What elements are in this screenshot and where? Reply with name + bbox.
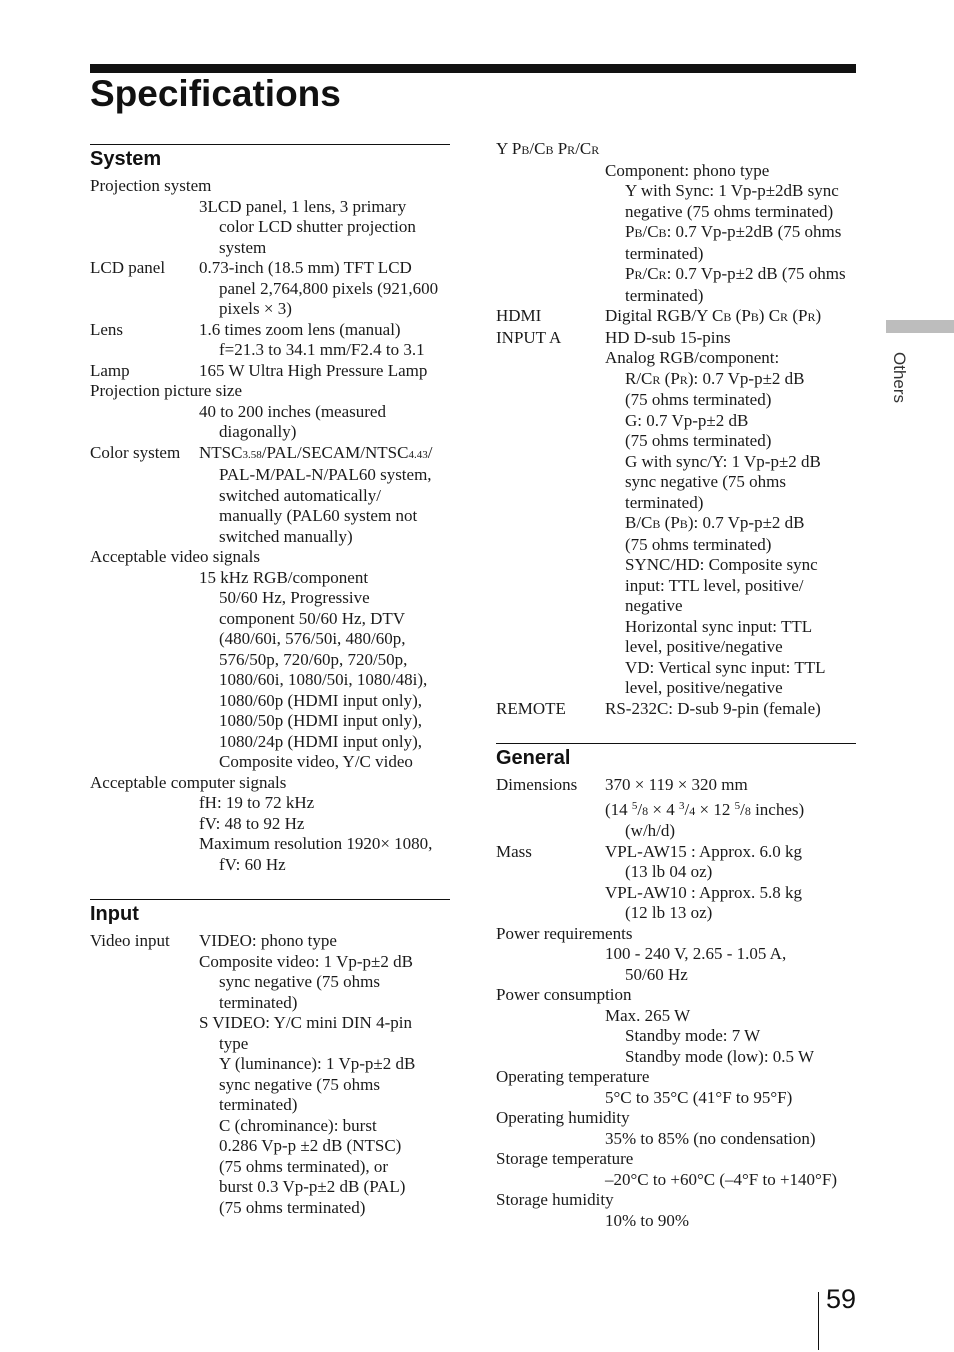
text-run: /C bbox=[575, 139, 592, 158]
spec-line: type bbox=[219, 1033, 249, 1053]
subscript: R bbox=[658, 268, 667, 282]
spec-line: level, positive/negative bbox=[625, 678, 783, 697]
general-heading: General bbox=[496, 747, 571, 769]
spec-line: component 50/60 Hz, DTV bbox=[219, 608, 406, 628]
spec-line: level, positive/negative bbox=[625, 637, 783, 656]
spec-line: VD: Vertical sync input: TTL bbox=[625, 657, 826, 677]
spec-line: Max. 265 W bbox=[605, 1005, 691, 1025]
computer-signals-row bbox=[90, 773, 450, 876]
spec-line: color LCD shutter projection bbox=[219, 217, 416, 236]
subscript: 8 bbox=[744, 803, 751, 818]
subscript: R bbox=[679, 372, 688, 387]
spec-line: Component: phono type bbox=[605, 160, 770, 180]
text-run: Y P bbox=[496, 139, 522, 158]
op-hum-row bbox=[496, 1108, 856, 1149]
input-section bbox=[90, 899, 450, 1218]
text-run: / bbox=[684, 799, 690, 819]
spec-line: 15 kHz RGB/component bbox=[199, 567, 369, 587]
ypbpr-row bbox=[496, 139, 856, 306]
spec-line: manually (PAL60 system not bbox=[219, 506, 418, 525]
lens-row bbox=[90, 320, 450, 361]
subscript: B bbox=[652, 517, 661, 531]
video-input-row bbox=[90, 931, 450, 1218]
spec-line: 1080/24p (HDMI input only), bbox=[219, 731, 423, 751]
op-temp-label: Operating temperature bbox=[496, 1067, 650, 1086]
spec-line: fV: 60 Hz bbox=[219, 854, 286, 874]
picture-size-row bbox=[90, 381, 450, 443]
subscript: R bbox=[807, 310, 816, 324]
spec-line: C (chrominance): burst bbox=[219, 1115, 377, 1135]
spec-line: switched manually) bbox=[219, 526, 353, 546]
op-hum-label: Operating humidity bbox=[496, 1108, 630, 1127]
text-run: /PAL/SECAM/NTSC bbox=[261, 442, 409, 462]
text-run: ) bbox=[815, 306, 822, 325]
projection-system-row bbox=[90, 176, 450, 258]
text-run: /C bbox=[642, 264, 659, 283]
spec-line bbox=[605, 369, 856, 391]
text-run: ): 0.7 Vp-p±2 dB bbox=[687, 513, 805, 532]
subscript: B bbox=[521, 143, 530, 157]
power-req-label: Power requirements bbox=[496, 923, 633, 943]
spec-line: switched automatically/ bbox=[219, 485, 381, 505]
spec-line: SYNC/HD: Composite sync bbox=[625, 555, 818, 574]
spec-line: 3LCD panel, 1 lens, 3 primary bbox=[199, 196, 407, 216]
op-temp-row bbox=[496, 1067, 856, 1108]
spec-line: panel 2,764,800 pixels (921,600 bbox=[219, 278, 439, 298]
spec-line bbox=[605, 306, 856, 328]
lamp-row bbox=[90, 361, 450, 382]
text-run: / bbox=[740, 799, 745, 819]
superscript: 5 bbox=[631, 799, 638, 812]
spec-line: sync negative (75 ohms bbox=[219, 972, 380, 991]
section-rule bbox=[496, 743, 856, 744]
text-run: : 0.7 Vp-p±2dB (75 ohms bbox=[666, 222, 842, 241]
text-run: B/C bbox=[625, 513, 653, 532]
subscript: B bbox=[750, 310, 759, 324]
text-run: NTSC bbox=[199, 442, 243, 462]
spec-line: (75 ohms terminated) bbox=[625, 390, 772, 409]
spec-line: G: 0.7 Vp-p±2 dB bbox=[625, 410, 749, 430]
text-run: (P bbox=[731, 306, 751, 325]
hdmi-row bbox=[496, 306, 856, 328]
st-temp-row bbox=[496, 1149, 856, 1190]
spec-line: terminated) bbox=[219, 992, 298, 1012]
spec-line: 100 - 240 V, 2.65 - 1.05 A, bbox=[605, 944, 787, 963]
video-signals-label: Acceptable video signals bbox=[90, 547, 260, 566]
right-column bbox=[496, 139, 856, 1231]
text-run: inches) bbox=[750, 799, 805, 819]
subscript: 4 bbox=[689, 803, 696, 818]
text-run: P bbox=[625, 264, 635, 283]
spec-line: Y with Sync: 1 Vp-p±2dB sync bbox=[625, 181, 839, 200]
input-heading: Input bbox=[90, 903, 139, 925]
text-run: (P bbox=[660, 513, 680, 532]
spec-line: negative bbox=[625, 596, 683, 615]
remote-label: REMOTE bbox=[496, 698, 566, 718]
spec-line: sync negative (75 ohms bbox=[219, 1074, 380, 1094]
spec-line: VPL-AW15 : Approx. 6.0 kg bbox=[605, 841, 802, 861]
spec-line: 50/60 Hz, Progressive bbox=[219, 588, 370, 607]
page-number-rule bbox=[818, 1292, 819, 1350]
input-a-label: INPUT A bbox=[496, 327, 562, 347]
st-hum-label: Storage humidity bbox=[496, 1190, 614, 1209]
subscript: R bbox=[567, 143, 576, 157]
spec-line: Composite video: 1 Vp-p±2 dB bbox=[199, 951, 413, 971]
page-number: 59 bbox=[826, 1284, 857, 1314]
spec-line bbox=[605, 513, 856, 535]
text-run: / bbox=[427, 442, 433, 462]
spec-line bbox=[605, 796, 856, 822]
input-a-row bbox=[496, 328, 856, 699]
mass-label: Mass bbox=[496, 841, 532, 861]
text-run: × 4 bbox=[648, 799, 679, 819]
spec-line: 50/60 Hz bbox=[625, 964, 688, 984]
spec-line: (75 ohms terminated) bbox=[625, 431, 772, 450]
text-run: P bbox=[553, 139, 568, 158]
text-run: × 12 bbox=[695, 799, 735, 819]
lcd-panel-row bbox=[90, 258, 450, 320]
spec-line: 0.73-inch (18.5 mm) TFT LCD bbox=[199, 258, 412, 277]
spec-line: VIDEO: phono type bbox=[199, 931, 337, 950]
text-run: Digital RGB/Y C bbox=[605, 306, 724, 325]
lcd-panel-label: LCD panel bbox=[90, 258, 166, 277]
lens-label: Lens bbox=[90, 319, 124, 339]
system-heading: System bbox=[90, 148, 162, 170]
spec-line: PAL-M/PAL-N/PAL60 system, bbox=[219, 465, 432, 484]
spec-line: terminated) bbox=[625, 285, 704, 305]
spec-line: diagonally) bbox=[219, 422, 297, 441]
spec-line: fV: 48 to 92 Hz bbox=[199, 813, 305, 833]
side-tab-label: Others bbox=[890, 352, 909, 404]
spec-line: pixels × 3) bbox=[219, 299, 292, 318]
spec-line: 0.286 Vp-p ±2 dB (NTSC) bbox=[219, 1136, 402, 1155]
subscript: B bbox=[723, 310, 732, 324]
spec-line: 1.6 times zoom lens (manual) bbox=[199, 319, 401, 339]
power-cons-row bbox=[496, 985, 856, 1067]
spec-line: Composite video, Y/C video bbox=[219, 752, 413, 771]
spec-line: (75 ohms terminated), or bbox=[219, 1156, 389, 1176]
spec-line bbox=[605, 222, 856, 244]
text-run: R/C bbox=[625, 368, 653, 388]
spec-line: S VIDEO: Y/C mini DIN 4-pin bbox=[199, 1013, 412, 1032]
spec-line: (480/60i, 576/50i, 480/60p, bbox=[219, 629, 406, 648]
spec-line: (13 lb 04 oz) bbox=[625, 862, 713, 881]
spec-line: 10% to 90% bbox=[605, 1210, 690, 1230]
remote-row bbox=[496, 699, 856, 720]
spec-line: 370 × 119 × 320 mm bbox=[605, 775, 748, 794]
spec-line: negative (75 ohms terminated) bbox=[625, 201, 834, 221]
spec-line: Horizontal sync input: TTL bbox=[625, 616, 813, 636]
spec-line: (75 ohms terminated) bbox=[625, 534, 772, 554]
spec-line: 165 W Ultra High Pressure Lamp bbox=[199, 360, 428, 380]
left-column bbox=[90, 144, 450, 1218]
spec-line: system bbox=[219, 237, 267, 257]
spec-line: 1080/60p (HDMI input only), bbox=[219, 690, 423, 710]
spec-line: burst 0.3 Vp-p±2 dB (PAL) bbox=[219, 1177, 406, 1196]
section-rule bbox=[90, 899, 450, 900]
subscript: R bbox=[652, 372, 661, 387]
text-run: /C bbox=[529, 139, 546, 158]
video-input-label: Video input bbox=[90, 931, 170, 950]
spec-line: 40 to 200 inches (measured bbox=[199, 401, 386, 421]
spec-line: RS-232C: D-sub 9-pin (female) bbox=[605, 698, 821, 718]
spec-line: –20°C to +60°C (–4°F to +140°F) bbox=[605, 1169, 837, 1189]
text-run: /C bbox=[642, 222, 659, 241]
spec-line: G with sync/Y: 1 Vp-p±2 dB bbox=[625, 451, 821, 471]
spec-line: Analog RGB/component: bbox=[605, 348, 780, 367]
spec-line: terminated) bbox=[625, 243, 704, 263]
spec-line: input: TTL level, positive/ bbox=[625, 575, 804, 595]
subscript: R bbox=[780, 310, 789, 324]
text-run: : 0.7 Vp-p±2 dB (75 ohms bbox=[666, 264, 846, 283]
text-run: ) C bbox=[758, 306, 781, 325]
spec-line: sync negative (75 ohms bbox=[625, 472, 786, 491]
subscript: R bbox=[591, 143, 600, 157]
color-system-row bbox=[90, 443, 450, 548]
subscript: B bbox=[658, 226, 667, 240]
system-section bbox=[90, 144, 450, 875]
video-signals-row bbox=[90, 547, 450, 773]
st-hum-row bbox=[496, 1190, 856, 1231]
subscript: R bbox=[634, 268, 643, 282]
spec-line: Standby mode (low): 0.5 W bbox=[625, 1046, 815, 1066]
st-temp-label: Storage temperature bbox=[496, 1149, 634, 1168]
spec-line: 35% to 85% (no condensation) bbox=[605, 1128, 816, 1148]
spec-line: 1080/50p (HDMI input only), bbox=[219, 711, 423, 730]
picture-size-label: Projection picture size bbox=[90, 381, 243, 400]
computer-signals-label: Acceptable computer signals bbox=[90, 772, 287, 792]
section-rule bbox=[90, 144, 450, 145]
page-title: Specifications bbox=[90, 73, 341, 114]
spec-line: (12 lb 13 oz) bbox=[625, 903, 713, 922]
spec-line: 5°C to 35°C (41°F to 95°F) bbox=[605, 1087, 793, 1107]
projection-system-label: Projection system bbox=[90, 176, 212, 195]
hdmi-label: HDMI bbox=[496, 306, 542, 325]
lamp-label: Lamp bbox=[90, 360, 130, 380]
text-run: P bbox=[625, 222, 635, 241]
text-run: / bbox=[637, 799, 643, 819]
spec-line: 576/50p, 720/60p, 720/50p, bbox=[219, 649, 408, 669]
side-tab-marker bbox=[886, 320, 954, 333]
power-req-row bbox=[496, 924, 856, 986]
spec-line: Y (luminance): 1 Vp-p±2 dB bbox=[219, 1054, 416, 1073]
spec-line: Maximum resolution 1920× 1080, bbox=[199, 834, 433, 853]
subscript: 8 bbox=[642, 803, 649, 818]
dimensions-label: Dimensions bbox=[496, 775, 578, 794]
text-run: (P bbox=[660, 368, 680, 388]
spec-line bbox=[605, 264, 856, 286]
spec-line: Standby mode: 7 W bbox=[625, 1026, 761, 1045]
spec-line: 1080/60i, 1080/50i, 1080/48i), bbox=[219, 670, 428, 689]
spec-line: terminated) bbox=[625, 492, 704, 512]
text-run: (14 bbox=[605, 799, 632, 819]
text-run: (P bbox=[788, 306, 808, 325]
subscript: 4.43 bbox=[408, 448, 428, 461]
superscript: 3 bbox=[679, 799, 685, 812]
general-section bbox=[496, 743, 856, 1231]
superscript: 5 bbox=[734, 799, 741, 812]
spec-line bbox=[199, 443, 450, 466]
spec-line: VPL-AW10 : Approx. 5.8 kg bbox=[605, 882, 802, 902]
spec-line: f=21.3 to 34.1 mm/F2.4 to 3.1 bbox=[219, 340, 425, 359]
spec-line: (75 ohms terminated) bbox=[219, 1197, 366, 1217]
spec-line: HD D-sub 15-pins bbox=[605, 327, 731, 347]
color-system-label: Color system bbox=[90, 442, 181, 462]
subscript: 3.58 bbox=[242, 448, 262, 461]
mass-row bbox=[496, 842, 856, 924]
spec-line: terminated) bbox=[219, 1095, 298, 1114]
spec-line: (w/h/d) bbox=[625, 821, 676, 840]
dimensions-row bbox=[496, 775, 856, 842]
text-run: ): 0.7 Vp-p±2 dB bbox=[687, 368, 805, 388]
subscript: B bbox=[679, 517, 688, 531]
subscript: B bbox=[634, 226, 643, 240]
spec-line: fH: 19 to 72 kHz bbox=[199, 793, 315, 812]
ypbpr-label bbox=[496, 139, 856, 161]
power-cons-label: Power consumption bbox=[496, 985, 632, 1004]
subscript: B bbox=[545, 143, 554, 157]
